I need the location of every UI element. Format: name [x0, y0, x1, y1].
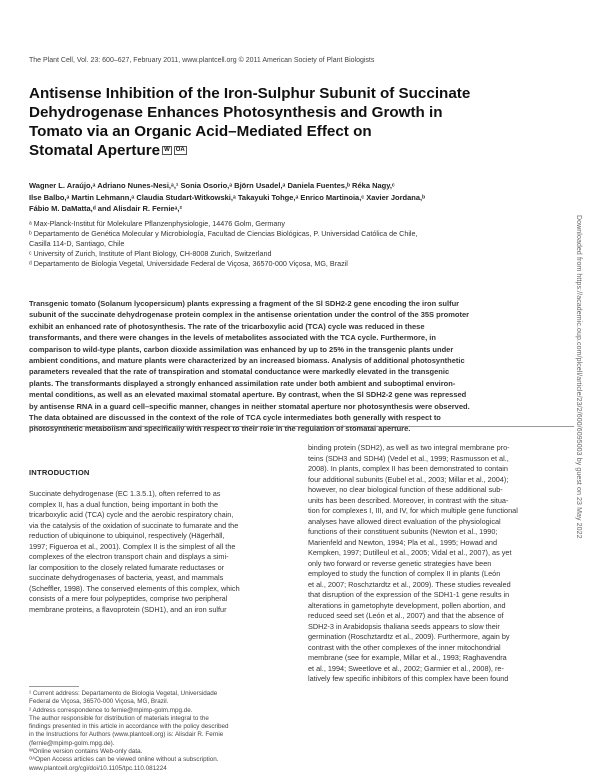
abstract-line: ambient conditions, and mature plants were characterized by an increased biomass. Analysis of additional photosynthetic — [29, 356, 465, 366]
abstract-line: by antisense RNA in a guard cell–specific manner, changes in neither stomatal aperture nor photosynthesis were observed. — [29, 401, 470, 411]
body-line: succinate dehydrogenases of bacteria, yeast, and mammals — [29, 573, 224, 582]
abstract-line: mental conditions, as well as an elevated maximal stomatal aperture. By contrast, when the Sl SDH2-2 gene was repressed — [29, 390, 467, 400]
body-line: complexes of the electron transport chain and displays a simi- — [29, 552, 229, 561]
article-title — [29, 84, 549, 160]
body-line: latively few specific inhibitors of this complex have been found — [308, 674, 509, 683]
body-line: alterations in gametophyte development, pollen abortion, and — [308, 600, 506, 610]
doi-link[interactable]: www.plantcell.org/cgi/doi/10.1105/tpc.110.081224 — [29, 764, 167, 772]
download-note: Downloaded from https://academic.oup.com/plcell/article/23/2/600/6095003 by guest on 23 May 2022 — [575, 215, 582, 539]
author-line: Wagner L. Araújo,ᵃ Adriano Nunes-Nesi,ᵃ,¹ Sonia Osorio,ᵃ Björn Usadel,ᵃ Daniela Fuentes,ᵇ Réka Nagy,ᶜ — [29, 181, 395, 190]
affiliation-line: ᵃ Max-Planck-Institut für Molekulare Pflanzenphysiologie, 14476 Golm, Germany — [29, 219, 285, 228]
footnote-line: The author responsible for distribution of materials integral to the — [29, 714, 209, 722]
abstract-line: subunit of the succinate dehydrogenase protein complex in the antisense orientation under the control of the 35S promoter — [29, 310, 470, 320]
abstract-line: Transgenic tomato (Solanum lycopersicum) plants expressing a fragment of the Sl SDH2-2 gene encoding the iron sulfur — [29, 299, 460, 308]
abstract-line: The data obtained are discussed in the context of the role of TCA cycle intermediates both generally with respect to — [29, 413, 441, 423]
abstract-line: plants. The transformants displayed a strongly enhanced assimilation rate under both ambient and suboptimal environ- — [29, 378, 456, 388]
body-line: binding protein (SDH2), as well as two integral membrane pro- — [308, 443, 510, 452]
body-line: Kempken, 1997; Dutilleul et al., 2005; Vidal et al., 2007), as yet — [308, 548, 512, 557]
body-line: via the catalysis of the oxidation of succinate to fumarate and the — [29, 520, 239, 530]
title-line: Antisense Inhibition of the Iron-Sulphur Subunit of Succinate — [29, 85, 471, 102]
footnote-line: in the Instructions for Authors (www.plantcell.org) is: Alisdair R. Fernie — [29, 731, 224, 739]
footnote-line: (fernie@mpimp-golm.mpg.de). — [29, 739, 115, 747]
footnote-line: ᴼᴬOpen Access articles can be viewed online without a subscription. — [29, 756, 219, 764]
body-line: complex II, has a dual function, being important in both the — [29, 499, 219, 509]
body-line: tricarboxylic acid (TCA) cycle and the aerobic respiratory chain, — [29, 510, 234, 519]
journal-citation-line: The Plant Cell, Vol. 23: 600–627, February 2011, www.plantcell.org © 2011 American Society of Plant Biologists — [29, 57, 375, 64]
body-line: analyses have allowed direct evaluation of the physiological — [308, 516, 501, 526]
body-line: Succinate dehydrogenase (EC 1.3.5.1), often referred to as — [29, 489, 221, 498]
body-line: functions of their constituent subunits (Newton et al., 1990; — [308, 527, 498, 536]
body-line: et al., 1994; Sweetlove et al., 2002; Garmier et al., 2008), re- — [308, 663, 504, 673]
body-line: SDH2-3 in Arabidopsis thaliana seeds appears to slow their — [308, 621, 500, 631]
abstract-line: transformants, and there were changes in the levels of metabolites associated with the TCA cycle. Furthermore, in — [29, 333, 436, 343]
web-only-badge: W — [164, 147, 170, 154]
title-line — [29, 141, 549, 160]
footnote-line: findings presented in this article in accordance with the policy described — [29, 723, 229, 731]
abstract-line: photosynthetic metabolism and specifically with respect to their role in the regulation of stomatal aperture. — [29, 424, 411, 434]
body-line: membrane (see for example, Millar et al., 1993; Raghavendra — [308, 653, 507, 662]
body-line: units has been described. Moreover, in contrast with the situa- — [308, 495, 509, 505]
body-line: 1997; Figueroa et al., 2001). Complex II is the simplest of all the — [29, 541, 236, 551]
title-line-text: Stomatal Aperture — [29, 142, 161, 159]
body-line: reduction of ubiquinone to ubiquinol, respectively (Hägerhäll, — [29, 531, 225, 540]
body-line: Marienfeld and Newton, 1994; Pla et al., 1995; Howad and — [308, 537, 498, 547]
body-line: 2008). In plants, complex II has been demonstrated to contain — [308, 464, 508, 473]
body-line: reduced seed set (León et al., 2007) and that the absence of — [308, 611, 504, 620]
author-line: Ilse Balbo,ᵃ Martin Lehmann,ᵃ Claudia Studart-Witkowski,ᵃ Takayuki Tohge,ᵃ Enrico Martinoia,ᶜ Xavier Jordana,ᵇ — [29, 192, 426, 202]
affiliation-line: ᵇ Departamento de Genética Molecular y Microbiología, Facultad de Ciencias Biológicas, P. Universidad Católica de Chile, — [29, 229, 418, 238]
title-line: Tomato via an Organic Acid–Mediated Effect on — [29, 123, 372, 140]
body-line: (Scheffler, 1998). The conserved elements of this complex, which — [29, 583, 240, 593]
affiliation-line: ᵈ Departamento de Biologia Vegetal, Universidade Federal de Viçosa, 36570-000 Viçosa, MG, Brazil — [29, 259, 348, 268]
footnotes — [29, 690, 299, 773]
body-line: contrast with the other complexes of the inner mitochondrial — [308, 642, 501, 652]
abstract — [29, 298, 574, 435]
open-access-badge: OA — [175, 147, 185, 154]
body-line: employed to study the function of complex II in plants (León — [308, 569, 501, 578]
body-line: et al., 2007; Roschztardtz et al., 2009). These studies revealed — [308, 579, 511, 589]
title-line: Dehydrogenase Enhances Photosynthesis and Growth in — [29, 104, 443, 121]
abstract-line: comparison to wild-type plants, carbon dioxide assimilation was enhanced by up to 25% in the transgenic plants under — [29, 344, 454, 354]
body-line: lar composition to the closely related fumarate reductases or — [29, 562, 225, 572]
body-line: only two forward or reverse genetic strategies have been — [308, 558, 492, 568]
body-line: tion for complexes I, III, and IV, for which multiple gene functional — [308, 506, 518, 515]
body-line: that disruption of the expression of the SDH1-1 gene results in — [308, 590, 510, 599]
abstract-divider — [29, 426, 574, 427]
footnote-line: ² Address correspondence to fernie@mpimp-golm.mpg.de. — [29, 706, 193, 714]
download-sidebar — [575, 215, 590, 565]
footnote-line: ᵂOnline version contains Web-only data. — [29, 748, 143, 756]
body-line: however, no clear biological function of these additional sub- — [308, 485, 503, 494]
author-list — [29, 180, 574, 215]
footnote-divider — [29, 686, 79, 687]
affiliation-line: Casilla 114-D, Santiago, Chile — [29, 239, 125, 248]
body-line: consists of a mere four polypeptides, comprise two peripheral — [29, 594, 228, 603]
author-line: Fábio M. DaMatta,ᵈ and Alisdair R. Fernieᵃ,² — [29, 204, 183, 213]
body-column-left — [29, 489, 296, 615]
body-line: teins (SDH3 and SDH4) (Vedel et al., 1999; Rasmusson et al., — [308, 453, 509, 463]
footnote-line: Federal de Viçosa, 36570-000 Viçosa, MG, Brazil. — [29, 698, 169, 706]
abstract-line: exhibit an enhanced rate of photosynthesis. The rate of the tricarboxylic acid (TCA) cycle was reduced in these — [29, 321, 425, 331]
abstract-line: parameters revealed that the rate of transpiration and stomatal conductance were markedly elevated in the transgenic — [29, 367, 450, 377]
body-line: four additional subunits (Eubel et al., 2003; Millar et al., 2004); — [308, 474, 509, 484]
body-column-right — [308, 443, 575, 685]
body-line: membrane proteins, a flavoprotein (SDH1), and an iron sulfur — [29, 604, 227, 614]
footnote-line: ¹ Current address: Departamento de Biologia Vegetal, Universidade — [29, 690, 218, 697]
affiliations — [29, 219, 574, 269]
introduction-heading: INTRODUCTION — [29, 468, 90, 477]
body-line: germination (Roschztardtz et al., 2009). Furthermore, again by — [308, 632, 510, 641]
affiliation-line: ᶜ University of Zurich, Institute of Plant Biology, CH-8008 Zurich, Switzerland — [29, 249, 272, 258]
